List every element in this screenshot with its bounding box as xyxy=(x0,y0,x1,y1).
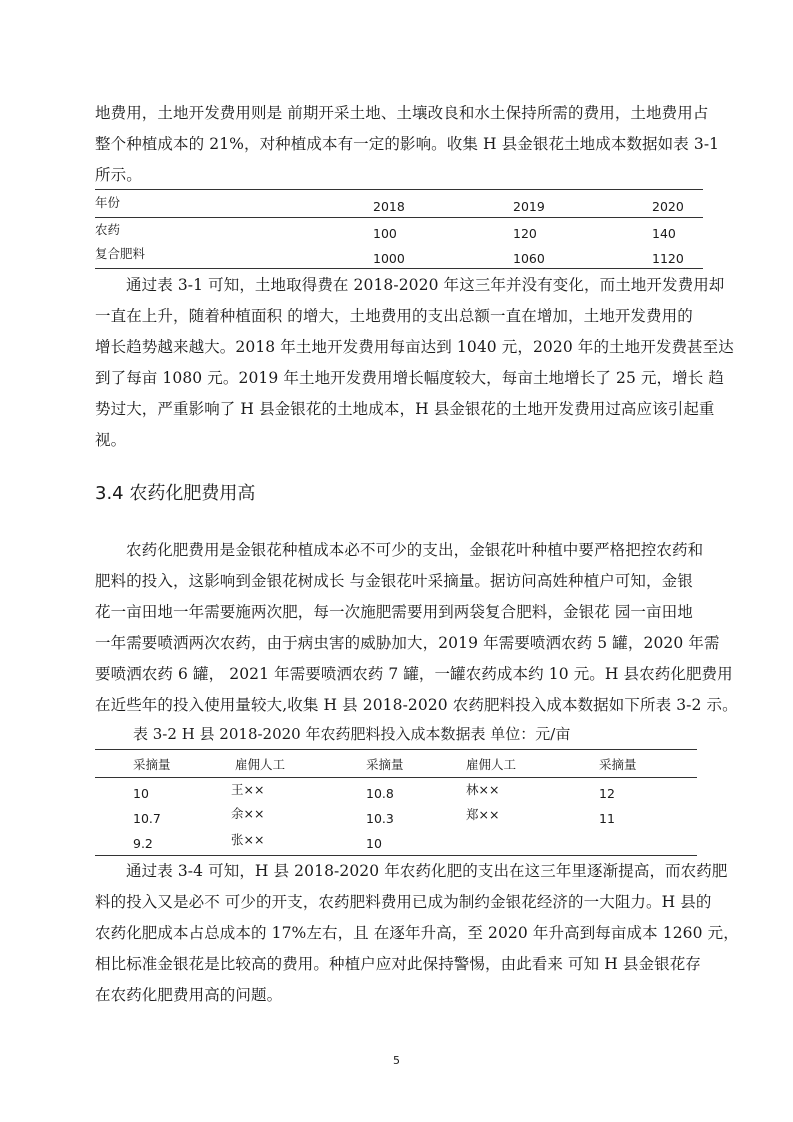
table-cell: 王×× xyxy=(231,782,265,797)
text-line: 花一亩田地一年需要施两次肥，每一次施肥需要用到两袋复合肥料，金银花 园一亩田地 xyxy=(95,603,693,621)
table-header-cell: 采摘量 xyxy=(133,757,171,772)
text-line: 要喷洒农药 6 罐， 2021 年需要喷洒农药 7 罐，一罐农药成本约 10 元。H 县农药化肥费用 xyxy=(95,665,733,683)
table-top-rule xyxy=(95,189,703,190)
table-cell: 1000 xyxy=(373,251,405,266)
section-heading: 3.4 农药化肥费用高 xyxy=(95,483,256,504)
table-cell: 郑×× xyxy=(466,807,500,822)
table-top-rule xyxy=(95,749,697,750)
table-cell: 复合肥料 xyxy=(95,246,146,261)
table-header-cell: 2018 xyxy=(373,199,405,214)
text-line: 势过大，严重影响了 H 县金银花的土地成本，H 县金银花的土地开发费用过高应该引起重 xyxy=(95,400,715,418)
table-header-cell: 年份 xyxy=(95,195,121,210)
table-cell: 9.2 xyxy=(133,836,153,851)
text-line: 肥料的投入，这影响到金银花树成长 与金银花叶采摘量。据访问高姓种植户可知，金银 xyxy=(95,572,693,590)
text-line: 料的投入又是必不 可少的开支，农药肥料费用已成为制约金银花经济的一大阻力。H 县的 xyxy=(95,893,712,911)
text-line: 增长趋势越来越大。2018 年土地开发费用每亩达到 1040 元，2020 年的土地开发费甚至达 xyxy=(95,338,734,356)
text-line: 视。 xyxy=(95,431,127,449)
paragraph-fertilizer-analysis xyxy=(95,856,739,1011)
table-cell: 1120 xyxy=(652,251,684,266)
paragraph-land-cost-intro xyxy=(95,98,720,191)
table-header-cell: 2020 xyxy=(652,199,684,214)
table-header-cell: 雇佣人工 xyxy=(466,757,517,772)
text-line: 通过表 3-4 可知，H 县 2018-2020 年农药化肥的支出在这三年里逐渐提高，而农药肥 xyxy=(126,862,728,880)
text-line: 相比标准金银花是比较高的费用。种植户应对此保持警惕，由此看来 可知 H 县金银花存 xyxy=(95,955,701,973)
page-number: 5 xyxy=(393,1054,400,1067)
table-cell: 张×× xyxy=(231,832,265,847)
table-header-cell: 采摘量 xyxy=(599,757,637,772)
text-line: 农药化肥费用是金银花种植成本必不可少的支出，金银花叶种植中要严格把控农药和 xyxy=(126,541,704,559)
table-cell: 120 xyxy=(513,226,537,241)
table-cell: 12 xyxy=(599,786,615,801)
text-line: 在近些年的投入使用量较大,收集 H 县 2018-2020 农药肥料投入成本数据如下所表 3-2 示。 xyxy=(95,696,738,714)
text-line: 整个种植成本的 21%，对种植成本有一定的影响。收集 H 县金银花土地成本数据如表 3-1 xyxy=(95,135,720,153)
table-bottom-rule xyxy=(95,268,703,269)
table-cell: 1060 xyxy=(513,251,545,266)
table-header-cell: 采摘量 xyxy=(366,757,404,772)
table-cell: 11 xyxy=(599,811,615,826)
text-line: 所示。 xyxy=(95,166,142,184)
paragraph-land-cost-analysis xyxy=(95,270,734,456)
text-line: 到了每亩 1080 元。2019 年土地开发费用增长幅度较大，每亩土地增长了 25 元，增长 趋 xyxy=(95,369,724,387)
table-header-rule xyxy=(95,217,703,218)
paragraph-fertilizer-cost xyxy=(95,535,738,721)
table-header-cell: 雇佣人工 xyxy=(235,757,286,772)
text-line: 通过表 3-1 可知，土地取得费在 2018-2020 年这三年并没有变化，而土地开发费用却 xyxy=(126,276,725,294)
table-cell: 140 xyxy=(652,226,676,241)
table-fertilizer-cost xyxy=(95,749,697,857)
table-header-rule xyxy=(95,777,697,778)
text-line: 在农药化肥费用高的问题。 xyxy=(95,986,283,1004)
table-cell: 10.8 xyxy=(366,786,394,801)
table-cell: 余×× xyxy=(231,806,265,821)
table-cell: 100 xyxy=(373,226,397,241)
table-cell: 农药 xyxy=(95,222,121,237)
table-cell: 10 xyxy=(133,786,149,801)
table-land-cost xyxy=(95,189,703,269)
table-cell: 10 xyxy=(366,836,382,851)
table-cell: 林×× xyxy=(466,782,500,797)
table-cell: 10.7 xyxy=(133,811,161,826)
table-caption: 表 3-2 H 县 2018-2020 年农药肥料投入成本数据表 单位：元/亩 xyxy=(133,725,571,743)
table-header-cell: 2019 xyxy=(513,199,545,214)
text-line: 一年需要喷洒两次农药，由于病虫害的威胁加大，2019 年需要喷洒农药 5 罐，2020 年需 xyxy=(95,634,720,652)
text-line: 农药化肥成本占总成本的 17%左右，且 在逐年升高，至 2020 年升高到每亩成本 1260 元， xyxy=(95,924,739,942)
text-line: 地费用，土地开发费用则是 前期开采土地、土壤改良和水土保持所需的费用，土地费用占 xyxy=(95,104,709,122)
table-cell: 10.3 xyxy=(366,811,394,826)
text-line: 一直在上升，随着种植面积 的增大，土地费用的支出总额一直在增加，土地开发费用的 xyxy=(95,307,693,325)
